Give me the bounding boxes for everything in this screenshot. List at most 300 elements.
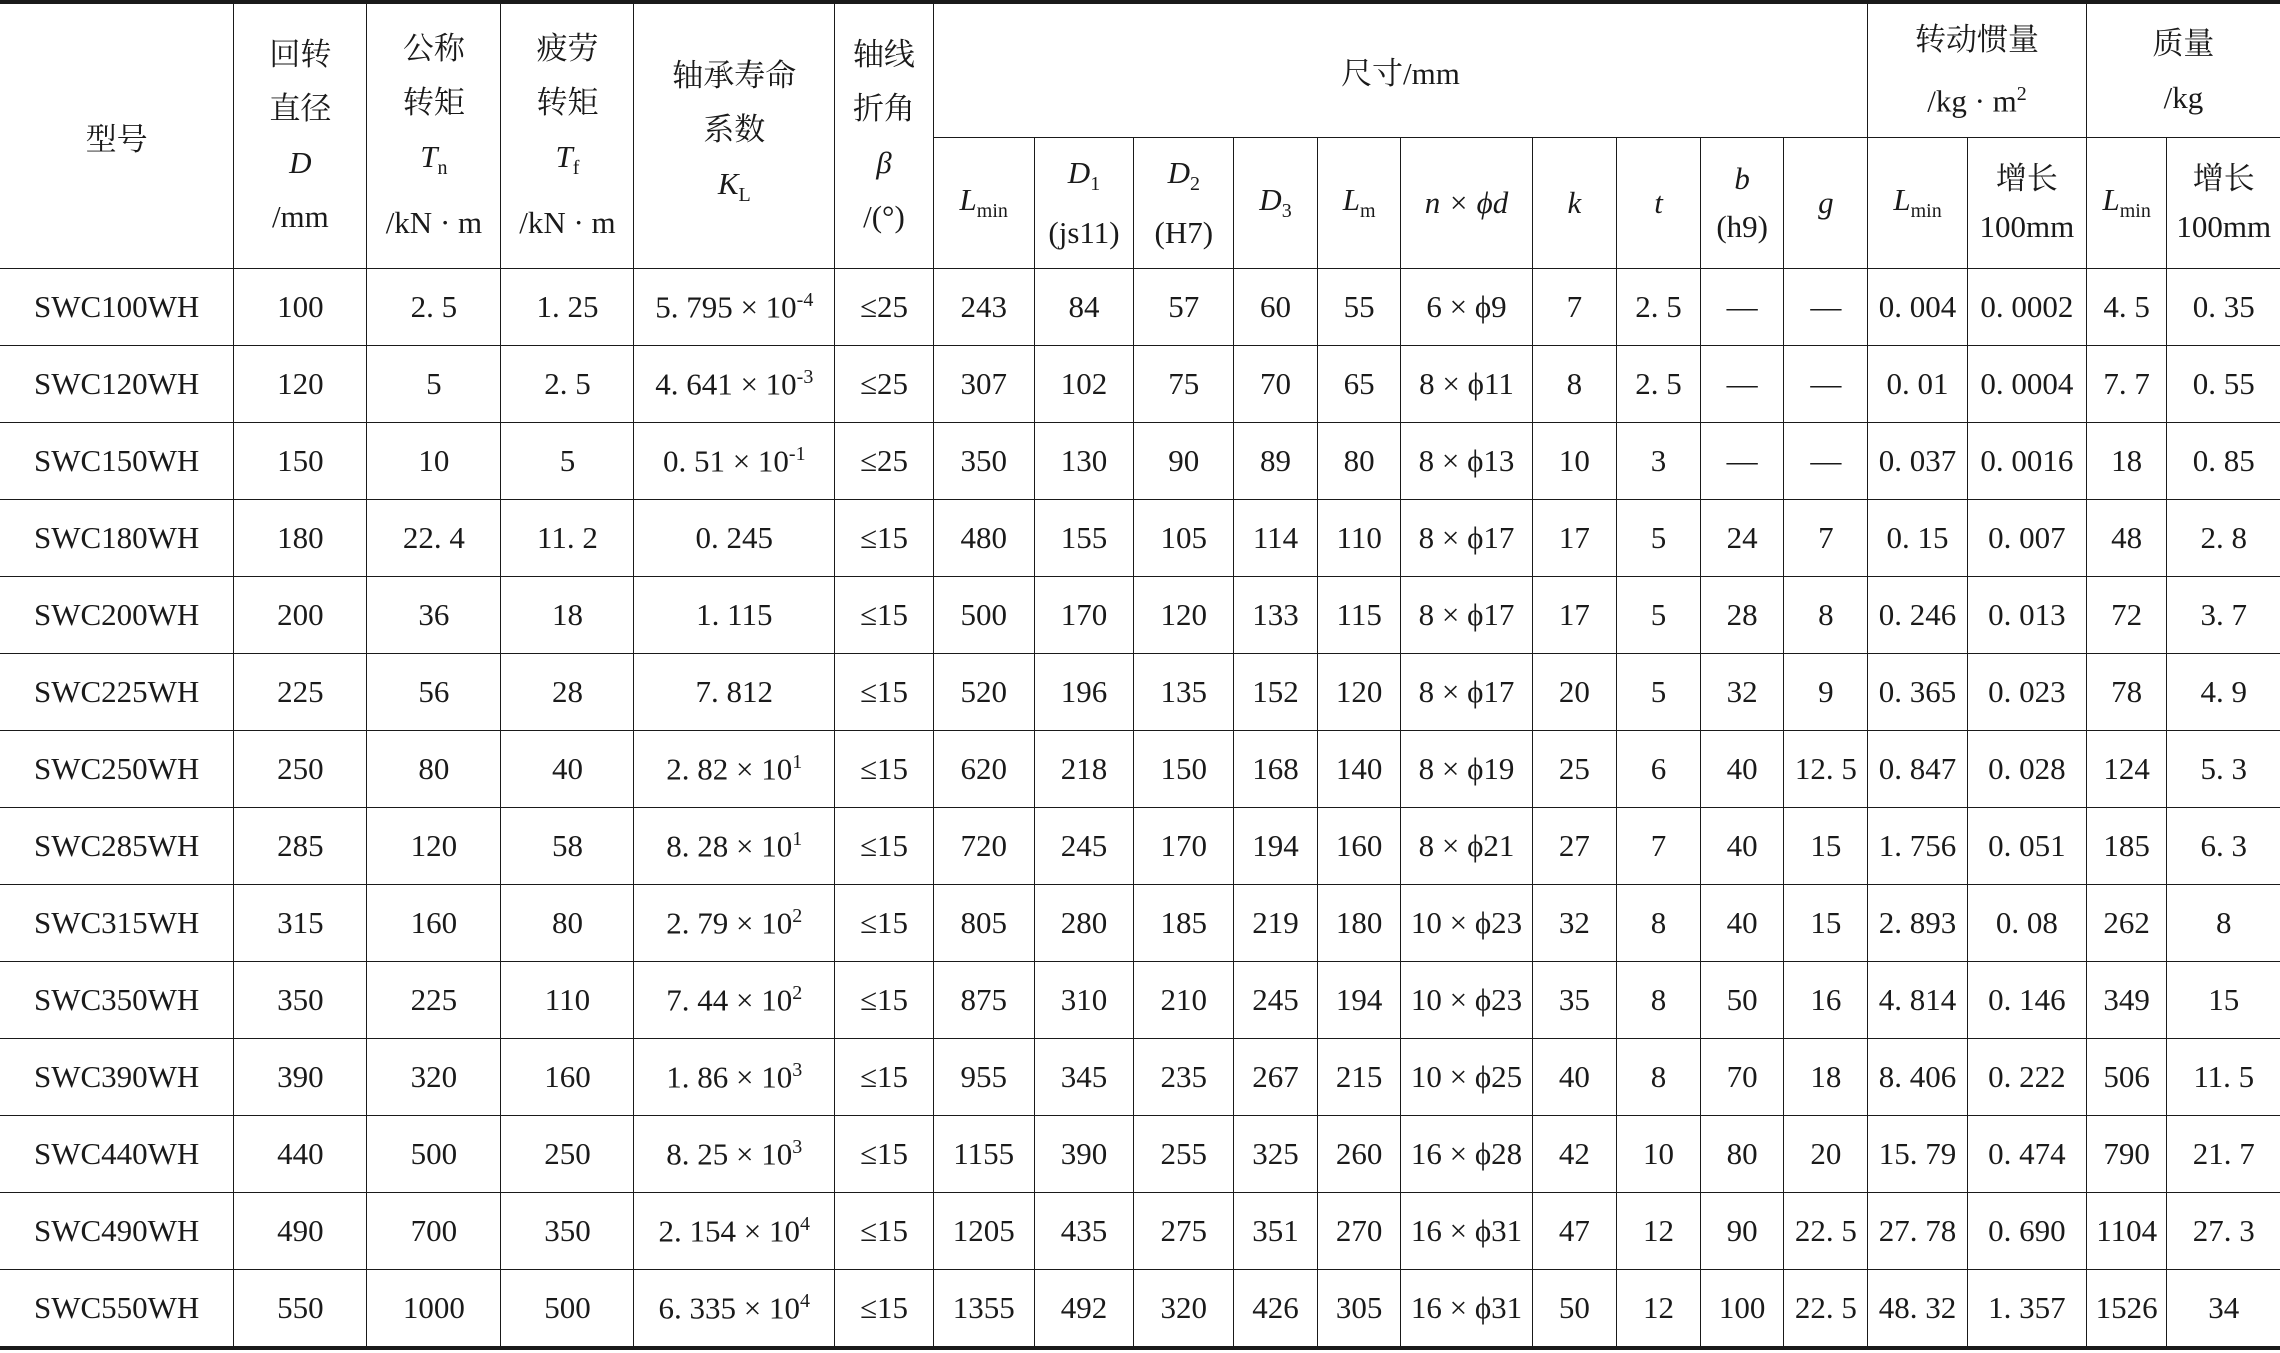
cell-tf: 18: [501, 577, 634, 654]
cell-model: SWC200WH: [0, 577, 234, 654]
cell-kl: 4. $641 \times 10^{-3}$: [634, 346, 835, 423]
cell-m-grow: 3. 7: [2167, 577, 2280, 654]
cell-i-lmin: 0. 365: [1868, 654, 1968, 731]
cell-d2: 275: [1134, 1193, 1234, 1270]
col-group-inertia: 转动惯量 $/kg \cdot m^2$: [1868, 2, 2087, 138]
cell-t: 6: [1617, 731, 1701, 808]
cell-i-grow: 0. 0016: [1967, 423, 2086, 500]
cell-k: 35: [1532, 962, 1617, 1039]
cell-d3: 245: [1234, 962, 1318, 1039]
cell-lm: 305: [1317, 1270, 1401, 1349]
cell-i-grow: 0. 007: [1967, 500, 2086, 577]
cell-tn: 500: [367, 1116, 501, 1193]
cell-beta: ≤25: [835, 269, 934, 346]
cell-beta: ≤15: [835, 808, 934, 885]
cell-i-grow: 0. 146: [1967, 962, 2086, 1039]
cell-nd: 16 × ϕ31: [1401, 1270, 1532, 1349]
cell-g: 15: [1784, 808, 1868, 885]
cell-kl: 2. $79 \times 10^2$: [634, 885, 835, 962]
cell-t: 10: [1617, 1116, 1701, 1193]
cell-m-grow: 4. 9: [2167, 654, 2280, 731]
table-row: [0, 577, 2280, 654]
cell-i-grow: 1. 357: [1967, 1270, 2086, 1349]
col-k: k: [1532, 138, 1617, 269]
cell-tn: 2. 5: [367, 269, 501, 346]
cell-b: —: [1700, 346, 1784, 423]
cell-m-grow: 15: [2167, 962, 2280, 1039]
cell-t: 12: [1617, 1193, 1701, 1270]
cell-tn: 320: [367, 1039, 501, 1116]
cell-m-lmin: 790: [2086, 1116, 2167, 1193]
cell-g: 18: [1784, 1039, 1868, 1116]
cell-kl: 0. 245: [634, 500, 835, 577]
cell-d3: 60: [1234, 269, 1318, 346]
cell-d3: 133: [1234, 577, 1318, 654]
cell-nd: 8 × ϕ17: [1401, 577, 1532, 654]
cell-d3: 219: [1234, 885, 1318, 962]
cell-nd: 10 × ϕ23: [1401, 885, 1532, 962]
table-row: [0, 1039, 2280, 1116]
cell-beta: ≤15: [835, 1193, 934, 1270]
cell-lmin: 243: [933, 269, 1034, 346]
cell-tn: 120: [367, 808, 501, 885]
cell-nd: 10 × ϕ23: [1401, 962, 1532, 1039]
cell-beta: ≤15: [835, 1270, 934, 1349]
cell-d2: 105: [1134, 500, 1234, 577]
col-fatigue-torque: 疲劳 转矩 $T_f$ /kN · m: [501, 2, 634, 269]
cell-nd: 10 × ϕ25: [1401, 1039, 1532, 1116]
cell-nd: 8 × ϕ21: [1401, 808, 1532, 885]
cell-tf: 110: [501, 962, 634, 1039]
cell-d3: 325: [1234, 1116, 1318, 1193]
cell-t: 2. 5: [1617, 269, 1701, 346]
cell-m-lmin: 506: [2086, 1039, 2167, 1116]
cell-d2: 235: [1134, 1039, 1234, 1116]
cell-d1: 102: [1034, 346, 1134, 423]
cell-lmin: 1355: [933, 1270, 1034, 1349]
cell-nd: 16 × ϕ28: [1401, 1116, 1532, 1193]
cell-lmin: 805: [933, 885, 1034, 962]
cell-d3: 152: [1234, 654, 1318, 731]
cell-dia: 550: [234, 1270, 367, 1349]
cell-kl: 7. 812: [634, 654, 835, 731]
cell-tf: 500: [501, 1270, 634, 1349]
cell-i-lmin: 0. 037: [1868, 423, 1968, 500]
cell-d1: 196: [1034, 654, 1134, 731]
cell-d1: 245: [1034, 808, 1134, 885]
cell-b: 100: [1700, 1270, 1784, 1349]
cell-m-grow: 0. 35: [2167, 269, 2280, 346]
cell-i-lmin: 27. 78: [1868, 1193, 1968, 1270]
cell-nd: 8 × ϕ11: [1401, 346, 1532, 423]
cell-k: 42: [1532, 1116, 1617, 1193]
cell-m-lmin: 124: [2086, 731, 2167, 808]
cell-lm: 260: [1317, 1116, 1401, 1193]
cell-dia: 225: [234, 654, 367, 731]
cell-lm: 120: [1317, 654, 1401, 731]
cell-d2: 57: [1134, 269, 1234, 346]
cell-d2: 185: [1134, 885, 1234, 962]
cell-model: SWC390WH: [0, 1039, 234, 1116]
cell-g: —: [1784, 423, 1868, 500]
cell-nd: 16 × ϕ31: [1401, 1193, 1532, 1270]
cell-nd: 8 × ϕ13: [1401, 423, 1532, 500]
cell-k: 7: [1532, 269, 1617, 346]
cell-m-grow: 27. 3: [2167, 1193, 2280, 1270]
cell-d2: 75: [1134, 346, 1234, 423]
cell-t: 3: [1617, 423, 1701, 500]
cell-beta: ≤15: [835, 1039, 934, 1116]
cell-nd: 8 × ϕ17: [1401, 500, 1532, 577]
cell-lmin: 500: [933, 577, 1034, 654]
cell-g: 20: [1784, 1116, 1868, 1193]
col-d1: $D_1$ (js11): [1034, 138, 1134, 269]
col-t: t: [1617, 138, 1701, 269]
cell-lmin: 350: [933, 423, 1034, 500]
cell-i-grow: 0. 051: [1967, 808, 2086, 885]
cell-b: 70: [1700, 1039, 1784, 1116]
cell-lm: 80: [1317, 423, 1401, 500]
cell-g: 15: [1784, 885, 1868, 962]
cell-beta: ≤15: [835, 654, 934, 731]
cell-lmin: 307: [933, 346, 1034, 423]
cell-model: SWC100WH: [0, 269, 234, 346]
cell-model: SWC285WH: [0, 808, 234, 885]
cell-lmin: 955: [933, 1039, 1034, 1116]
cell-d2: 120: [1134, 577, 1234, 654]
cell-model: SWC225WH: [0, 654, 234, 731]
cell-t: 5: [1617, 577, 1701, 654]
cell-dia: 490: [234, 1193, 367, 1270]
cell-lmin: 480: [933, 500, 1034, 577]
cell-i-lmin: 0. 01: [1868, 346, 1968, 423]
cell-model: SWC150WH: [0, 423, 234, 500]
cell-model: SWC490WH: [0, 1193, 234, 1270]
table-row: [0, 346, 2280, 423]
cell-lm: 270: [1317, 1193, 1401, 1270]
cell-d1: 345: [1034, 1039, 1134, 1116]
cell-b: 32: [1700, 654, 1784, 731]
cell-m-lmin: 78: [2086, 654, 2167, 731]
cell-lm: 160: [1317, 808, 1401, 885]
cell-m-grow: 11. 5: [2167, 1039, 2280, 1116]
cell-i-grow: 0. 474: [1967, 1116, 2086, 1193]
cell-k: 25: [1532, 731, 1617, 808]
cell-d1: 84: [1034, 269, 1134, 346]
col-bolt-holes: n × ϕd: [1401, 138, 1532, 269]
cell-tn: 36: [367, 577, 501, 654]
cell-k: 40: [1532, 1039, 1617, 1116]
col-d2: $D_2$ (H7): [1134, 138, 1234, 269]
cell-d1: 155: [1034, 500, 1134, 577]
cell-d2: 320: [1134, 1270, 1234, 1349]
col-inertia-growth: 增长 100mm: [1967, 138, 2086, 269]
col-mass-growth: 增长 100mm: [2167, 138, 2280, 269]
cell-kl: 0. $51 \times 10^{-1}$: [634, 423, 835, 500]
cell-tn: 56: [367, 654, 501, 731]
cell-model: SWC440WH: [0, 1116, 234, 1193]
cell-k: 8: [1532, 346, 1617, 423]
cell-dia: 440: [234, 1116, 367, 1193]
cell-i-lmin: 0. 15: [1868, 500, 1968, 577]
cell-k: 10: [1532, 423, 1617, 500]
cell-kl: 2. $154 \times 10^4$: [634, 1193, 835, 1270]
cell-d2: 255: [1134, 1116, 1234, 1193]
cell-lmin: 1155: [933, 1116, 1034, 1193]
cell-i-lmin: 8. 406: [1868, 1039, 1968, 1116]
cell-i-grow: 0. 0004: [1967, 346, 2086, 423]
cell-beta: ≤15: [835, 500, 934, 577]
header-row-1: [0, 2, 2280, 138]
cell-d3: 426: [1234, 1270, 1318, 1349]
cell-nd: 6 × ϕ9: [1401, 269, 1532, 346]
cell-beta: ≤25: [835, 346, 934, 423]
cell-b: 80: [1700, 1116, 1784, 1193]
cell-d2: 150: [1134, 731, 1234, 808]
cell-tn: 700: [367, 1193, 501, 1270]
cell-d1: 310: [1034, 962, 1134, 1039]
cell-beta: ≤15: [835, 962, 934, 1039]
cell-kl: 8. $28 \times 10^1$: [634, 808, 835, 885]
cell-beta: ≤15: [835, 885, 934, 962]
cell-m-lmin: 262: [2086, 885, 2167, 962]
cell-d2: 210: [1134, 962, 1234, 1039]
col-group-mass: 质量 /kg: [2086, 2, 2280, 138]
cell-m-lmin: 1526: [2086, 1270, 2167, 1349]
cell-m-grow: 2. 8: [2167, 500, 2280, 577]
cell-g: 22. 5: [1784, 1193, 1868, 1270]
table-row: [0, 885, 2280, 962]
col-g: g: [1784, 138, 1868, 269]
cell-d3: 351: [1234, 1193, 1318, 1270]
cell-d1: 280: [1034, 885, 1134, 962]
cell-lm: 110: [1317, 500, 1401, 577]
cell-i-lmin: 0. 246: [1868, 577, 1968, 654]
cell-i-grow: 0. 08: [1967, 885, 2086, 962]
cell-tf: 28: [501, 654, 634, 731]
cell-tn: 225: [367, 962, 501, 1039]
cell-lmin: 1205: [933, 1193, 1034, 1270]
cell-tf: 350: [501, 1193, 634, 1270]
cell-t: 5: [1617, 500, 1701, 577]
cell-m-lmin: 7. 7: [2086, 346, 2167, 423]
col-d3: $D_3$: [1234, 138, 1318, 269]
cell-dia: 285: [234, 808, 367, 885]
col-diameter: 回转 直径 D /mm: [234, 2, 367, 269]
cell-tn: 5: [367, 346, 501, 423]
cell-lm: 215: [1317, 1039, 1401, 1116]
cell-dia: 100: [234, 269, 367, 346]
cell-dia: 350: [234, 962, 367, 1039]
table-row: [0, 1270, 2280, 1349]
cell-b: 40: [1700, 731, 1784, 808]
cell-m-grow: 6. 3: [2167, 808, 2280, 885]
cell-kl: 1. $86 \times 10^3$: [634, 1039, 835, 1116]
cell-dia: 250: [234, 731, 367, 808]
cell-d3: 70: [1234, 346, 1318, 423]
table-row: [0, 808, 2280, 885]
cell-d1: 492: [1034, 1270, 1134, 1349]
cell-tf: 250: [501, 1116, 634, 1193]
cell-d3: 89: [1234, 423, 1318, 500]
cell-lm: 65: [1317, 346, 1401, 423]
cell-kl: 2. $82 \times 10^1$: [634, 731, 835, 808]
cell-tn: 10: [367, 423, 501, 500]
cell-d1: 170: [1034, 577, 1134, 654]
cell-beta: ≤15: [835, 577, 934, 654]
cell-k: 17: [1532, 500, 1617, 577]
cell-tn: 1000: [367, 1270, 501, 1349]
cell-kl: 1. 115: [634, 577, 835, 654]
cell-b: 28: [1700, 577, 1784, 654]
cell-m-lmin: 4. 5: [2086, 269, 2167, 346]
cell-model: SWC350WH: [0, 962, 234, 1039]
cell-m-lmin: 349: [2086, 962, 2167, 1039]
cell-d2: 90: [1134, 423, 1234, 500]
cell-lm: 140: [1317, 731, 1401, 808]
cell-t: 2. 5: [1617, 346, 1701, 423]
cell-d1: 218: [1034, 731, 1134, 808]
cell-t: 8: [1617, 962, 1701, 1039]
cell-tn: 80: [367, 731, 501, 808]
table-row: [0, 1193, 2280, 1270]
cell-d1: 130: [1034, 423, 1134, 500]
cell-m-grow: 8: [2167, 885, 2280, 962]
cell-i-lmin: 1. 756: [1868, 808, 1968, 885]
col-bearing-life: 轴承寿命 系数 $K_L$: [634, 2, 835, 269]
cell-dia: 150: [234, 423, 367, 500]
cell-dia: 315: [234, 885, 367, 962]
cell-k: 27: [1532, 808, 1617, 885]
cell-d3: 194: [1234, 808, 1318, 885]
cell-m-grow: 34: [2167, 1270, 2280, 1349]
cell-m-lmin: 48: [2086, 500, 2167, 577]
cell-i-grow: 0. 023: [1967, 654, 2086, 731]
cell-d2: 135: [1134, 654, 1234, 731]
cell-tf: 1. 25: [501, 269, 634, 346]
cell-i-lmin: 15. 79: [1868, 1116, 1968, 1193]
cell-i-lmin: 2. 893: [1868, 885, 1968, 962]
cell-i-grow: 0. 222: [1967, 1039, 2086, 1116]
cell-nd: 8 × ϕ19: [1401, 731, 1532, 808]
cell-i-grow: 0. 028: [1967, 731, 2086, 808]
cell-k: 17: [1532, 577, 1617, 654]
cell-m-lmin: 18: [2086, 423, 2167, 500]
cell-k: 47: [1532, 1193, 1617, 1270]
cell-b: —: [1700, 269, 1784, 346]
cell-i-grow: 0. 690: [1967, 1193, 2086, 1270]
cell-dia: 200: [234, 577, 367, 654]
cell-t: 5: [1617, 654, 1701, 731]
cell-d2: 170: [1134, 808, 1234, 885]
cell-lm: 180: [1317, 885, 1401, 962]
cell-model: SWC180WH: [0, 500, 234, 577]
cell-lm: 55: [1317, 269, 1401, 346]
cell-m-grow: 0. 85: [2167, 423, 2280, 500]
cell-kl: 8. $25 \times 10^3$: [634, 1116, 835, 1193]
cell-g: 7: [1784, 500, 1868, 577]
cell-tf: 80: [501, 885, 634, 962]
cell-t: 8: [1617, 885, 1701, 962]
cell-k: 20: [1532, 654, 1617, 731]
cell-lmin: 875: [933, 962, 1034, 1039]
col-model: 型号: [0, 2, 234, 269]
cell-tf: 40: [501, 731, 634, 808]
cell-tn: 22. 4: [367, 500, 501, 577]
cell-d1: 390: [1034, 1116, 1134, 1193]
cell-g: 12. 5: [1784, 731, 1868, 808]
table-row: [0, 500, 2280, 577]
cell-g: —: [1784, 346, 1868, 423]
cell-m-lmin: 185: [2086, 808, 2167, 885]
cell-k: 32: [1532, 885, 1617, 962]
cell-b: 90: [1700, 1193, 1784, 1270]
cell-t: 7: [1617, 808, 1701, 885]
cell-model: SWC550WH: [0, 1270, 234, 1349]
cell-dia: 390: [234, 1039, 367, 1116]
cell-b: 24: [1700, 500, 1784, 577]
cell-d3: 114: [1234, 500, 1318, 577]
cell-kl: 6. $335 \times 10^4$: [634, 1270, 835, 1349]
cell-lmin: 620: [933, 731, 1034, 808]
cell-b: 50: [1700, 962, 1784, 1039]
col-lmin: $L_{min}$: [933, 138, 1034, 269]
cell-model: SWC315WH: [0, 885, 234, 962]
table-row: [0, 731, 2280, 808]
cell-t: 12: [1617, 1270, 1701, 1349]
cell-b: 40: [1700, 808, 1784, 885]
table-row: [0, 1116, 2280, 1193]
cell-lm: 115: [1317, 577, 1401, 654]
col-b: b (h9): [1700, 138, 1784, 269]
cell-dia: 120: [234, 346, 367, 423]
col-inertia-lmin: $L_{min}$: [1868, 138, 1968, 269]
cell-g: —: [1784, 269, 1868, 346]
cell-g: 22. 5: [1784, 1270, 1868, 1349]
cell-model: SWC250WH: [0, 731, 234, 808]
col-group-dimensions: 尺寸/mm: [933, 2, 1867, 138]
cell-g: 9: [1784, 654, 1868, 731]
table-row: [0, 269, 2280, 346]
cell-b: 40: [1700, 885, 1784, 962]
cell-m-lmin: 1104: [2086, 1193, 2167, 1270]
cell-d1: 435: [1034, 1193, 1134, 1270]
cell-tf: 11. 2: [501, 500, 634, 577]
cell-tn: 160: [367, 885, 501, 962]
cell-i-grow: 0. 0002: [1967, 269, 2086, 346]
table-row: [0, 962, 2280, 1039]
cell-m-grow: 21. 7: [2167, 1116, 2280, 1193]
cell-m-lmin: 72: [2086, 577, 2167, 654]
cell-beta: ≤15: [835, 1116, 934, 1193]
cell-beta: ≤15: [835, 731, 934, 808]
cell-lmin: 520: [933, 654, 1034, 731]
cell-lm: 194: [1317, 962, 1401, 1039]
cell-g: 16: [1784, 962, 1868, 1039]
cell-kl: 5. $795 \times 10^{-4}$: [634, 269, 835, 346]
cell-d3: 267: [1234, 1039, 1318, 1116]
col-mass-lmin: $L_{min}$: [2086, 138, 2167, 269]
cell-t: 8: [1617, 1039, 1701, 1116]
col-axis-angle: 轴线 折角 β /(°): [835, 2, 934, 269]
table-row: [0, 423, 2280, 500]
col-lm: $L_m$: [1317, 138, 1401, 269]
table-body: [0, 269, 2280, 1349]
cell-k: 50: [1532, 1270, 1617, 1349]
cell-tf: 160: [501, 1039, 634, 1116]
cell-g: 8: [1784, 577, 1868, 654]
cell-i-lmin: 0. 847: [1868, 731, 1968, 808]
